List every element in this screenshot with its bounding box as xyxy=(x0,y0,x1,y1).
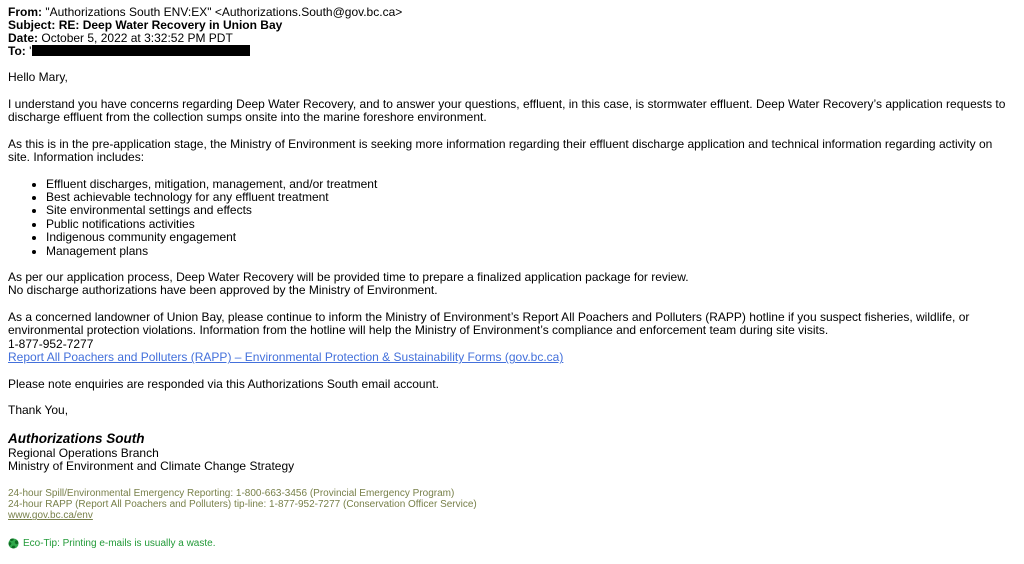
email-header xyxy=(8,6,1015,58)
eco-tip-text: Eco-Tip: Printing e-mails is usually a waste. xyxy=(23,537,216,549)
from-label: From: xyxy=(8,5,42,19)
signature-branch: Regional Operations Branch xyxy=(8,445,159,460)
bullet-item: • Site environmental settings and effects xyxy=(46,204,1015,217)
paragraph-application-process xyxy=(8,271,1015,298)
subject-value: RE: Deep Water Recovery in Union Bay xyxy=(58,18,283,32)
spill-reporting-line: 24-hour Spill/Environmental Emergency Reporting: 1-800-663-3456 (Provincial Emergency Program) xyxy=(8,487,455,499)
signature-block xyxy=(8,431,1015,474)
gov-bc-env-link[interactable]: www.gov.bc.ca/env xyxy=(8,510,93,522)
paragraph-effluent-explanation: I understand you have concerns regarding Deep Water Recovery, and to answer your questions, effluent, in this case, is stormwater effluent. Deep Water Recovery’s application requests to discharge effluent from the collection sumps onsite into the marine foreshore environment. xyxy=(8,96,1006,124)
paragraph-rapp-hotline xyxy=(8,311,1015,365)
to-label: To: xyxy=(8,44,26,58)
rapp-tipline-line: 24-hour RAPP (Report All Poachers and Polluters) tip-line: 1-877-952-7277 (Conservation Officer Service) xyxy=(8,499,477,511)
to-line xyxy=(8,45,1015,58)
to-value-prefix: ' xyxy=(29,44,32,58)
rapp-forms-link[interactable]: Report All Poachers and Polluters (RAPP) – Environmental Protection & Sustainability Forms (gov.bc.ca) xyxy=(8,350,564,365)
from-value: "Authorizations South ENV:EX" <Authorizations.South@gov.bc.ca> xyxy=(45,5,403,19)
bullet-item: • Management plans xyxy=(46,245,1015,258)
redacted-recipient-bar xyxy=(32,45,250,56)
information-bullet-list xyxy=(8,178,1015,258)
eco-tip-line xyxy=(8,538,1015,550)
paragraph-enquiries-note: Please note enquiries are responded via this Authorizations South email account. xyxy=(8,376,439,391)
signature-footer xyxy=(8,488,1015,522)
greeting: Hello Mary, xyxy=(8,70,68,84)
date-line xyxy=(8,32,1015,45)
paragraph-pre-application: As this is in the pre-application stage, the Ministry of Environment is seeking more information regarding their effluent discharge application and technical information regarding activity on site. Information includes: xyxy=(8,136,993,164)
signature-name: Authorizations South xyxy=(8,430,145,446)
date-value: October 5, 2022 at 3:32:52 PM PDT xyxy=(41,31,233,45)
signature-ministry: Ministry of Environment and Climate Change Strategy xyxy=(8,459,295,474)
no-authorizations-line: No discharge authorizations have been approved by the Ministry of Environment. xyxy=(8,283,438,298)
subject-label: Subject: xyxy=(8,18,56,32)
bullet-item: • Best achievable technology for any effluent treatment xyxy=(46,191,1015,204)
application-process-line: As per our application process, Deep Water Recovery will be provided time to prepare a finalized application package for review. xyxy=(8,269,689,284)
globe-icon xyxy=(8,538,19,549)
bullet-item: • Indigenous community engagement xyxy=(46,231,1015,244)
bullet-item: • Effluent discharges, mitigation, management, and/or treatment xyxy=(46,178,1015,191)
closing-line: Thank You, xyxy=(8,403,69,418)
rapp-hotline-text: As a concerned landowner of Union Bay, please continue to inform the Ministry of Environment’s Report All Poachers and Polluters (RAPP) hotline if you suspect fisheries, wildlife, or environmental protection violations. Information from the hotline will help the Ministry of Environment’s compliance and enforcement team during site visits. xyxy=(8,309,970,338)
date-label: Date: xyxy=(8,31,39,45)
bullet-item: • Public notifications activities xyxy=(46,218,1015,231)
rapp-phone-number: 1-877-952-7277 xyxy=(8,336,94,351)
